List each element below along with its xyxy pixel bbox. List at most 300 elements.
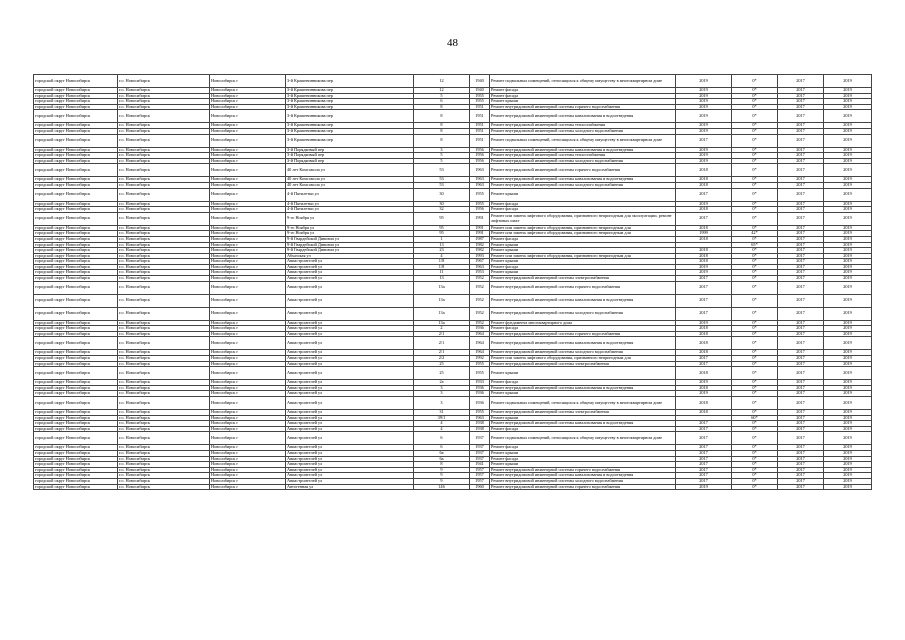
cost-cell: 0* bbox=[732, 201, 778, 207]
work-type-cell: Ремонт крыши bbox=[490, 391, 676, 397]
period-start-cell: 2017 bbox=[778, 467, 824, 473]
plan-year-cell: 2019 bbox=[676, 93, 732, 99]
house-number-cell: 5 bbox=[414, 153, 470, 159]
cost-cell: 0* bbox=[732, 259, 778, 265]
build-year-cell: 1957 bbox=[470, 467, 490, 473]
plan-year-cell: 2018 bbox=[676, 236, 732, 242]
plan-year-cell: 2019 bbox=[676, 110, 732, 123]
table-row bbox=[34, 188, 872, 201]
street-cell: 40 лет Комсомола ул bbox=[286, 182, 414, 188]
plan-year-cell: 2018 bbox=[676, 225, 732, 231]
period-start-cell: 2017 bbox=[778, 259, 824, 265]
street-cell: 3-й Порядковый пер bbox=[286, 153, 414, 159]
build-year-cell: 1956 bbox=[470, 158, 490, 164]
house-number-cell: 13а bbox=[414, 320, 470, 326]
period-start-cell: 2017 bbox=[778, 456, 824, 462]
work-type-cell: Ремонт внутридомовой инженерной системы горячего водоснабжения bbox=[490, 104, 676, 110]
period-start-cell: 2017 bbox=[778, 361, 824, 367]
work-type-cell: Ремонт фасада bbox=[490, 326, 676, 332]
period-end-cell: 2019 bbox=[824, 123, 872, 129]
work-type-cell: Ремонт внутридомовой инженерной системы холодного водоснабжения bbox=[490, 158, 676, 164]
period-end-cell: 2019 bbox=[824, 188, 872, 201]
period-end-cell: 2019 bbox=[824, 361, 872, 367]
period-start-cell: 2017 bbox=[778, 236, 824, 242]
cost-cell: 0* bbox=[732, 253, 778, 259]
plan-year-cell: 2018 bbox=[676, 410, 732, 416]
street-cell: Авиастроителей ул bbox=[286, 281, 414, 294]
municipality-cell: городской округ Новосибирск bbox=[34, 367, 118, 380]
street-cell: Авиастроителей ул bbox=[286, 450, 414, 456]
period-end-cell: 2019 bbox=[824, 99, 872, 105]
plan-year-cell: 2018 bbox=[676, 397, 732, 410]
house-number-cell: 3 bbox=[414, 391, 470, 397]
period-start-cell: 2017 bbox=[778, 415, 824, 421]
locality-cell: Новосибирск г bbox=[210, 445, 286, 451]
work-type-cell: Ремонт крыши bbox=[490, 248, 676, 254]
build-year-cell: 1991 bbox=[470, 231, 490, 237]
locality-cell: Новосибирск г bbox=[210, 380, 286, 386]
street-cell: Авиастроителей ул bbox=[286, 320, 414, 326]
plan-year-cell: 2017 bbox=[676, 134, 732, 147]
period-start-cell: 2017 bbox=[778, 134, 824, 147]
build-year-cell: 1955 bbox=[470, 201, 490, 207]
street-cell: Авиастроителей ул bbox=[286, 445, 414, 451]
plan-year-cell: 2019 bbox=[676, 201, 732, 207]
municipality-cell: городской округ Новосибирск bbox=[34, 88, 118, 94]
cost-cell: 0* bbox=[732, 225, 778, 231]
municipality-cell: городской округ Новосибирск bbox=[34, 182, 118, 188]
locality-cell: Новосибирск г bbox=[210, 337, 286, 350]
build-year-cell: 1964 bbox=[470, 350, 490, 356]
street-cell: Авиастроителей ул bbox=[286, 294, 414, 307]
house-number-cell: 53 bbox=[414, 164, 470, 177]
period-start-cell: 2017 bbox=[778, 147, 824, 153]
house-number-cell: 53 bbox=[414, 182, 470, 188]
locality-cell: Новосибирск г bbox=[210, 361, 286, 367]
build-year-cell: 1937 bbox=[470, 450, 490, 456]
house-number-cell: 32 bbox=[414, 207, 470, 213]
period-end-cell: 2019 bbox=[824, 426, 872, 432]
settlement-cell: г.о. Новосибирск bbox=[118, 231, 210, 237]
house-number-cell: 2/1 bbox=[414, 350, 470, 356]
period-start-cell: 2017 bbox=[778, 93, 824, 99]
municipality-cell: городской округ Новосибирск bbox=[34, 110, 118, 123]
period-end-cell: 2019 bbox=[824, 484, 872, 490]
settlement-cell: г.о. Новосибирск bbox=[118, 456, 210, 462]
plan-year-cell: 2017 bbox=[676, 445, 732, 451]
municipality-cell: городской округ Новосибирск bbox=[34, 410, 118, 416]
period-start-cell: 2017 bbox=[778, 276, 824, 282]
locality-cell: Новосибирск г bbox=[210, 294, 286, 307]
locality-cell: Новосибирск г bbox=[210, 177, 286, 183]
locality-cell: Новосибирск г bbox=[210, 164, 286, 177]
plan-year-cell: 2019 bbox=[676, 75, 732, 88]
municipality-cell: городской округ Новосибирск bbox=[34, 421, 118, 427]
municipality-cell: городской округ Новосибирск bbox=[34, 337, 118, 350]
period-end-cell: 2019 bbox=[824, 147, 872, 153]
settlement-cell: г.о. Новосибирск bbox=[118, 410, 210, 416]
cost-cell: 0* bbox=[732, 462, 778, 468]
street-cell: 9-й Гвардейской Дивизии ул bbox=[286, 248, 414, 254]
municipality-cell: городской округ Новосибирск bbox=[34, 356, 118, 362]
settlement-cell: г.о. Новосибирск bbox=[118, 201, 210, 207]
municipality-cell: городской округ Новосибирск bbox=[34, 158, 118, 164]
street-cell: Авиастроителей ул bbox=[286, 473, 414, 479]
plan-year-cell: 2017 bbox=[676, 456, 732, 462]
house-number-cell: 8 bbox=[414, 134, 470, 147]
settlement-cell: г.о. Новосибирск bbox=[118, 188, 210, 201]
period-start-cell: 2017 bbox=[778, 380, 824, 386]
period-end-cell: 2019 bbox=[824, 445, 872, 451]
build-year-cell: 1938 bbox=[470, 426, 490, 432]
street-cell: Авиастроителей ул bbox=[286, 478, 414, 484]
settlement-cell: г.о. Новосибирск bbox=[118, 236, 210, 242]
period-end-cell: 2019 bbox=[824, 201, 872, 207]
cost-cell: 0* bbox=[732, 264, 778, 270]
locality-cell: Новосибирск г bbox=[210, 147, 286, 153]
street-cell: 4-й Пятилетки ул bbox=[286, 201, 414, 207]
build-year-cell: 1956 bbox=[470, 147, 490, 153]
settlement-cell: г.о. Новосибирск bbox=[118, 88, 210, 94]
settlement-cell: г.о. Новосибирск bbox=[118, 337, 210, 350]
table-row bbox=[34, 75, 872, 88]
table-body bbox=[34, 75, 872, 490]
cost-cell: 0* bbox=[732, 456, 778, 462]
plan-year-cell: 2017 bbox=[676, 188, 732, 201]
plan-year-cell: 2017 bbox=[676, 473, 732, 479]
work-type-cell: Ремонт внутридомовой инженерной системы канализования и водоотведения bbox=[490, 177, 676, 183]
settlement-cell: г.о. Новосибирск bbox=[118, 110, 210, 123]
locality-cell: Новосибирск г bbox=[210, 356, 286, 362]
settlement-cell: г.о. Новосибирск bbox=[118, 93, 210, 99]
plan-year-cell: 2017 bbox=[676, 432, 732, 445]
municipality-cell: городской округ Новосибирск bbox=[34, 207, 118, 213]
locality-cell: Новосибирск г bbox=[210, 93, 286, 99]
period-start-cell: 2017 bbox=[778, 177, 824, 183]
municipality-cell: городской округ Новосибирск bbox=[34, 225, 118, 231]
work-type-cell: Ремонт или замена лифтового оборудования, признанного непригодным для bbox=[490, 253, 676, 259]
settlement-cell: г.о. Новосибирск bbox=[118, 253, 210, 259]
build-year-cell: 1937 bbox=[470, 445, 490, 451]
settlement-cell: г.о. Новосибирск bbox=[118, 391, 210, 397]
plan-year-cell: 2018 bbox=[676, 337, 732, 350]
settlement-cell: г.о. Новосибирск bbox=[118, 356, 210, 362]
plan-year-cell: 2019 bbox=[676, 123, 732, 129]
municipality-cell: городской округ Новосибирск bbox=[34, 326, 118, 332]
period-start-cell: 2017 bbox=[778, 201, 824, 207]
period-end-cell: 2019 bbox=[824, 326, 872, 332]
table-row bbox=[34, 212, 872, 225]
street-cell: Авиастроителей ул bbox=[286, 264, 414, 270]
municipality-cell: городской округ Новосибирск bbox=[34, 473, 118, 479]
plan-year-cell: 2019 bbox=[676, 99, 732, 105]
period-start-cell: 2017 bbox=[778, 337, 824, 350]
municipality-cell: городской округ Новосибирск bbox=[34, 294, 118, 307]
settlement-cell: г.о. Новосибирск bbox=[118, 421, 210, 427]
locality-cell: Новосибирск г bbox=[210, 450, 286, 456]
locality-cell: Новосибирск г bbox=[210, 104, 286, 110]
locality-cell: Новосибирск г bbox=[210, 326, 286, 332]
plan-year-cell: 2019 bbox=[676, 320, 732, 326]
municipality-cell: городской округ Новосибирск bbox=[34, 331, 118, 337]
street-cell: 3-й Крашенинникова пер bbox=[286, 104, 414, 110]
cost-cell: 0* bbox=[732, 99, 778, 105]
settlement-cell: г.о. Новосибирск bbox=[118, 445, 210, 451]
locality-cell: Новосибирск г bbox=[210, 128, 286, 134]
period-end-cell: 2019 bbox=[824, 177, 872, 183]
street-cell: Авиастроителей ул bbox=[286, 426, 414, 432]
house-number-cell: 8 bbox=[414, 104, 470, 110]
cost-cell: 0* bbox=[732, 320, 778, 326]
locality-cell: Новосибирск г bbox=[210, 225, 286, 231]
table-row bbox=[34, 432, 872, 445]
municipality-cell: городской округ Новосибирск bbox=[34, 231, 118, 237]
build-year-cell: 1933 bbox=[470, 380, 490, 386]
plan-year-cell: 2018 bbox=[676, 177, 732, 183]
locality-cell: Новосибирск г bbox=[210, 259, 286, 265]
street-cell: Авиастроителей ул bbox=[286, 350, 414, 356]
period-start-cell: 2017 bbox=[778, 264, 824, 270]
period-start-cell: 2017 bbox=[778, 242, 824, 248]
period-end-cell: 2019 bbox=[824, 356, 872, 362]
house-number-cell: 25 bbox=[414, 367, 470, 380]
cost-cell: 0* bbox=[732, 212, 778, 225]
work-type-cell: Ремонт внутридомовой инженерной системы электроснабжения bbox=[490, 361, 676, 367]
build-year-cell: 1955 bbox=[470, 410, 490, 416]
period-start-cell: 2017 bbox=[778, 367, 824, 380]
locality-cell: Новосибирск г bbox=[210, 253, 286, 259]
municipality-cell: городской округ Новосибирск bbox=[34, 320, 118, 326]
municipality-cell: городской округ Новосибирск bbox=[34, 248, 118, 254]
street-cell: 9-го Ноября ул bbox=[286, 212, 414, 225]
work-type-cell: Ремонт или замена лифтового оборудования, признанного непригодным для bbox=[490, 356, 676, 362]
locality-cell: Новосибирск г bbox=[210, 456, 286, 462]
period-end-cell: 2019 bbox=[824, 236, 872, 242]
build-year-cell: 1991 bbox=[470, 225, 490, 231]
settlement-cell: г.о. Новосибирск bbox=[118, 397, 210, 410]
period-end-cell: 2019 bbox=[824, 410, 872, 416]
work-type-cell: Ремонт крыши bbox=[490, 188, 676, 201]
work-type-cell: Ремонт фасада bbox=[490, 201, 676, 207]
build-year-cell: 1937 bbox=[470, 432, 490, 445]
street-cell: 3-й Крашенинникова пер bbox=[286, 134, 414, 147]
period-start-cell: 2017 bbox=[778, 450, 824, 456]
build-year-cell: 1953 bbox=[470, 270, 490, 276]
work-type-cell: Ремонт фасада bbox=[490, 207, 676, 213]
house-number-cell: 39/1 bbox=[414, 415, 470, 421]
plan-year-cell: 2017 bbox=[676, 307, 732, 320]
settlement-cell: г.о. Новосибирск bbox=[118, 385, 210, 391]
house-number-cell: 5 bbox=[414, 93, 470, 99]
plan-year-cell: 2018 bbox=[676, 164, 732, 177]
settlement-cell: г.о. Новосибирск bbox=[118, 99, 210, 105]
period-end-cell: 2019 bbox=[824, 478, 872, 484]
period-end-cell: 2019 bbox=[824, 331, 872, 337]
cost-cell: 0* bbox=[732, 276, 778, 282]
locality-cell: Новосибирск г bbox=[210, 188, 286, 201]
cost-cell: 0* bbox=[732, 307, 778, 320]
municipality-cell: городской округ Новосибирск bbox=[34, 147, 118, 153]
settlement-cell: г.о. Новосибирск bbox=[118, 432, 210, 445]
period-end-cell: 2019 bbox=[824, 421, 872, 427]
municipality-cell: городской округ Новосибирск bbox=[34, 307, 118, 320]
municipality-cell: городской округ Новосибирск bbox=[34, 264, 118, 270]
work-type-cell: Ремонт внутридомовой инженерной системы электроснабжения bbox=[490, 276, 676, 282]
period-start-cell: 2017 bbox=[778, 294, 824, 307]
street-cell: Авиастроителей ул bbox=[286, 391, 414, 397]
street-cell: Авиастроителей ул bbox=[286, 356, 414, 362]
build-year-cell: 1967 bbox=[470, 259, 490, 265]
municipality-cell: городской округ Новосибирск bbox=[34, 415, 118, 421]
locality-cell: Новосибирск г bbox=[210, 153, 286, 159]
settlement-cell: г.о. Новосибирск bbox=[118, 182, 210, 188]
cost-cell: 0* bbox=[732, 450, 778, 456]
period-end-cell: 2019 bbox=[824, 104, 872, 110]
build-year-cell: 1963 bbox=[470, 415, 490, 421]
settlement-cell: г.о. Новосибирск bbox=[118, 320, 210, 326]
work-type-cell: Ремонт крыши bbox=[490, 415, 676, 421]
settlement-cell: г.о. Новосибирск bbox=[118, 415, 210, 421]
period-start-cell: 2017 bbox=[778, 385, 824, 391]
locality-cell: Новосибирск г bbox=[210, 99, 286, 105]
street-cell: Авиастроителей ул bbox=[286, 385, 414, 391]
house-number-cell: 2/1 bbox=[414, 331, 470, 337]
period-start-cell: 2017 bbox=[778, 307, 824, 320]
cost-cell: 0* bbox=[732, 128, 778, 134]
work-type-cell: Ремонт крыши bbox=[490, 367, 676, 380]
house-number-cell: 25 bbox=[414, 361, 470, 367]
house-number-cell: 6 bbox=[414, 99, 470, 105]
plan-year-cell: 2018 bbox=[676, 182, 732, 188]
work-type-cell: Ремонт крыши bbox=[490, 259, 676, 265]
build-year-cell: 1955 bbox=[470, 93, 490, 99]
period-end-cell: 2019 bbox=[824, 307, 872, 320]
plan-year-cell: 2018 bbox=[676, 350, 732, 356]
cost-cell: 0* bbox=[732, 350, 778, 356]
locality-cell: Новосибирск г bbox=[210, 307, 286, 320]
municipality-cell: городской округ Новосибирск bbox=[34, 397, 118, 410]
plan-year-cell: 2017 bbox=[676, 421, 732, 427]
house-number-cell: 53 bbox=[414, 177, 470, 183]
work-type-cell: Ремонт внутридомовой инженерной системы теплоснабжения bbox=[490, 153, 676, 159]
period-start-cell: 2017 bbox=[778, 99, 824, 105]
build-year-cell: 1963 bbox=[470, 182, 490, 188]
period-end-cell: 2019 bbox=[824, 110, 872, 123]
period-start-cell: 2017 bbox=[778, 253, 824, 259]
municipality-cell: городской округ Новосибирск bbox=[34, 350, 118, 356]
settlement-cell: г.о. Новосибирск bbox=[118, 281, 210, 294]
locality-cell: Новосибирск г bbox=[210, 134, 286, 147]
work-type-cell: Ремонт внутридомовой инженерной системы канализования и водоотведения bbox=[490, 147, 676, 153]
cost-cell: 0* bbox=[732, 270, 778, 276]
period-end-cell: 2019 bbox=[824, 337, 872, 350]
work-type-cell: Ремонт внутридомовой инженерной системы горячего водоснабжения bbox=[490, 484, 676, 490]
period-end-cell: 2019 bbox=[824, 153, 872, 159]
period-start-cell: 2017 bbox=[778, 88, 824, 94]
period-start-cell: 2017 bbox=[778, 225, 824, 231]
period-end-cell: 2019 bbox=[824, 385, 872, 391]
municipality-cell: городской округ Новосибирск bbox=[34, 270, 118, 276]
period-start-cell: 2017 bbox=[778, 128, 824, 134]
house-number-cell: 2/1 bbox=[414, 337, 470, 350]
work-type-cell: Ремонт крыши bbox=[490, 450, 676, 456]
cost-cell: 0* bbox=[732, 182, 778, 188]
work-type-cell: Ремонт фундамента многоквартирного дома bbox=[490, 320, 676, 326]
street-cell: Авиастроителей ул bbox=[286, 270, 414, 276]
cost-cell: 0* bbox=[732, 380, 778, 386]
locality-cell: Новосибирск г bbox=[210, 478, 286, 484]
house-number-cell: 13а bbox=[414, 307, 470, 320]
plan-year-cell: 2019 bbox=[676, 270, 732, 276]
build-year-cell: 1982 bbox=[470, 242, 490, 248]
build-year-cell: 1936 bbox=[470, 385, 490, 391]
period-end-cell: 2019 bbox=[824, 281, 872, 294]
municipality-cell: городской округ Новосибирск bbox=[34, 134, 118, 147]
work-type-cell: Ремонт или замена лифтового оборудования, признанного непригодным для эксплуатации, ремонт лифтовых шахт bbox=[490, 212, 676, 225]
work-type-cell: Ремонт фасада bbox=[490, 93, 676, 99]
period-end-cell: 2019 bbox=[824, 456, 872, 462]
period-start-cell: 2017 bbox=[778, 410, 824, 416]
locality-cell: Новосибирск г bbox=[210, 110, 286, 123]
street-cell: Автогенная ул bbox=[286, 484, 414, 490]
period-start-cell: 2017 bbox=[778, 326, 824, 332]
house-number-cell: 23 bbox=[414, 248, 470, 254]
settlement-cell: г.о. Новосибирск bbox=[118, 207, 210, 213]
period-start-cell: 2017 bbox=[778, 432, 824, 445]
work-type-cell: Ремонт крыши bbox=[490, 270, 676, 276]
locality-cell: Новосибирск г bbox=[210, 385, 286, 391]
municipality-cell: городской округ Новосибирск bbox=[34, 201, 118, 207]
build-year-cell: 1955 bbox=[470, 367, 490, 380]
house-number-cell: 95 bbox=[414, 231, 470, 237]
plan-year-cell: 2019 bbox=[676, 147, 732, 153]
municipality-cell: городской округ Новосибирск bbox=[34, 276, 118, 282]
cost-cell: 0* bbox=[732, 110, 778, 123]
work-type-cell: Ремонт внутридомовой инженерной системы канализования и водоотведения bbox=[490, 337, 676, 350]
settlement-cell: г.о. Новосибирск bbox=[118, 212, 210, 225]
period-start-cell: 2017 bbox=[778, 320, 824, 326]
work-type-cell: Ремонт фасада bbox=[490, 426, 676, 432]
build-year-cell: 1951 bbox=[470, 110, 490, 123]
locality-cell: Новосибирск г bbox=[210, 123, 286, 129]
settlement-cell: г.о. Новосибирск bbox=[118, 123, 210, 129]
street-cell: 3-й Крашенинникова пер bbox=[286, 110, 414, 123]
settlement-cell: г.о. Новосибирск bbox=[118, 350, 210, 356]
cost-cell: 0* bbox=[732, 356, 778, 362]
work-type-cell: Ремонт фасада bbox=[490, 236, 676, 242]
plan-year-cell: 2017 bbox=[676, 212, 732, 225]
street-cell: 3-й Порядковый пер bbox=[286, 158, 414, 164]
plan-year-cell: 2018 bbox=[676, 331, 732, 337]
build-year-cell: 1955 bbox=[470, 188, 490, 201]
plan-year-cell: 2019 bbox=[676, 128, 732, 134]
period-start-cell: 2017 bbox=[778, 182, 824, 188]
house-number-cell: 13а bbox=[414, 294, 470, 307]
work-type-cell: Ремонт крыши bbox=[490, 242, 676, 248]
period-end-cell: 2019 bbox=[824, 276, 872, 282]
work-type-cell: Ремонт внутридомовой инженерной системы холодного водоснабжения bbox=[490, 478, 676, 484]
plan-year-cell: 2018 bbox=[676, 207, 732, 213]
municipality-cell: городской округ Новосибирск bbox=[34, 259, 118, 265]
table-row bbox=[34, 307, 872, 320]
street-cell: Авиастроителей ул bbox=[286, 331, 414, 337]
street-cell: Авиастроителей ул bbox=[286, 410, 414, 416]
cost-cell: 0* bbox=[732, 177, 778, 183]
work-type-cell: Ремонт крыши bbox=[490, 99, 676, 105]
house-number-cell: 3 bbox=[414, 397, 470, 410]
house-number-cell: 8 bbox=[414, 110, 470, 123]
period-end-cell: 2019 bbox=[824, 231, 872, 237]
